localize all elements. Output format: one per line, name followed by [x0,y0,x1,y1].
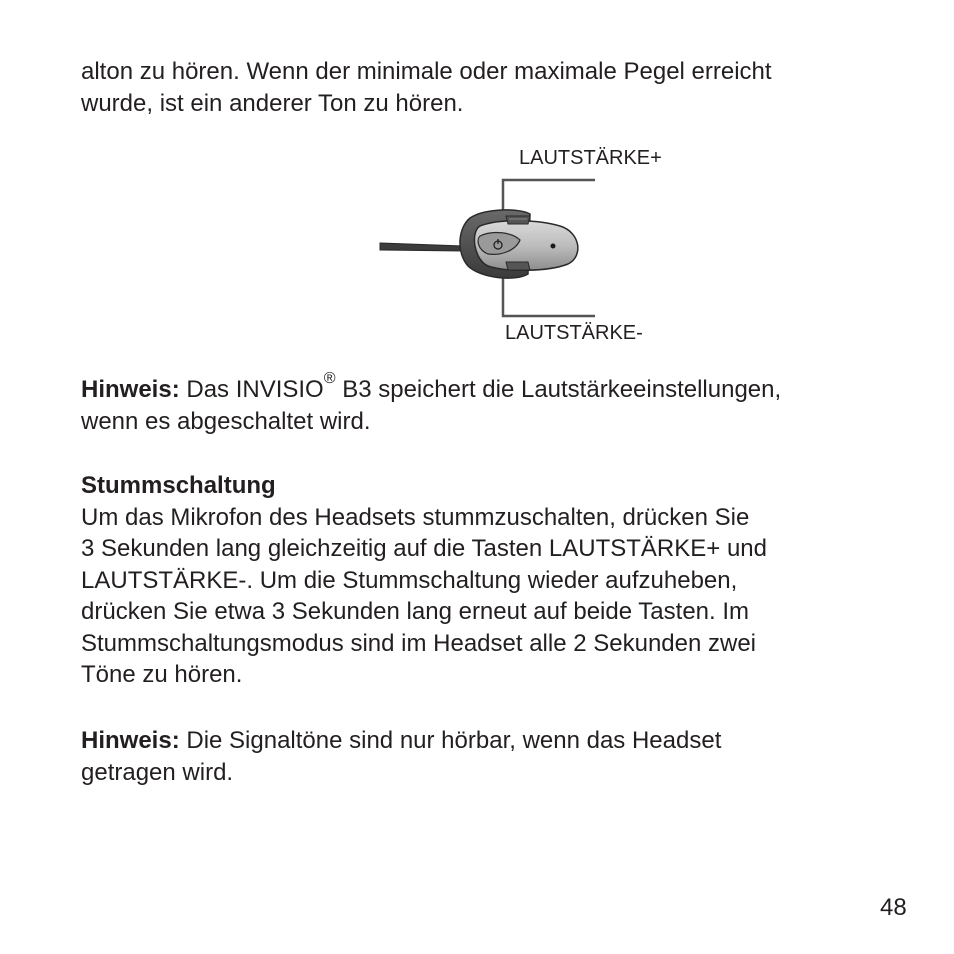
mute-line-5: Stummschaltungsmodus sind im Headset alle 2 Sekunden zwei [81,629,757,657]
mute-line-3: LAUTSTÄRKE-. Um die Stummschaltung wieder aufzuheben, [81,566,738,594]
mute-line-6: Töne zu hören. [81,661,243,688]
section-heading: Stummschaltung [81,472,276,499]
mute-line-4: drücken Sie etwa 3 Sekunden lang erneut auf beide Tasten. Im [81,598,750,625]
boom-microphone [380,243,463,251]
mute-line-2: 3 Sekunden lang gleichzeitig auf die Tasten LAUTSTÄRKE+ und [81,535,767,562]
volume-down-label: LAUTSTÄRKE- [505,322,643,344]
note-2-line-2: getragen wird. [81,758,234,786]
mute-line-1: Um das Mikrofon des Headsets stummzuschalten, drücken Sie [81,503,750,531]
intro-line-1: alton zu hören. Wenn der minimale oder maximale Pegel erreicht [81,58,772,85]
note-2-label: Hinweis: [81,727,180,754]
note-1-line-1 [81,370,901,406]
volume-up-button [506,216,530,224]
note-1-text-b: B3 speichert die Lautstärkeeinstellungen, [335,376,782,403]
mute-section [81,470,901,691]
headset-illustration [370,170,610,320]
volume-up-label: LAUTSTÄRKE+ [519,147,662,169]
note-1-text-a: Das INVISIO [179,376,324,403]
note-1 [81,370,901,437]
note-2-line-1 [81,725,901,757]
led-indicator [551,244,556,249]
page-number: 48 [880,894,907,921]
registered-mark: ® [323,370,336,387]
volume-down-button [506,262,530,270]
intro-line-2: wurde, ist ein anderer Ton zu hören. [81,89,464,117]
note-2-text: Die Signaltöne sind nur hörbar, wenn das Headset [179,727,722,754]
note-1-line-2: wenn es abgeschaltet wird. [81,407,371,435]
note-1-label: Hinweis: [81,376,180,403]
intro-paragraph [81,56,901,119]
note-2 [81,725,901,788]
